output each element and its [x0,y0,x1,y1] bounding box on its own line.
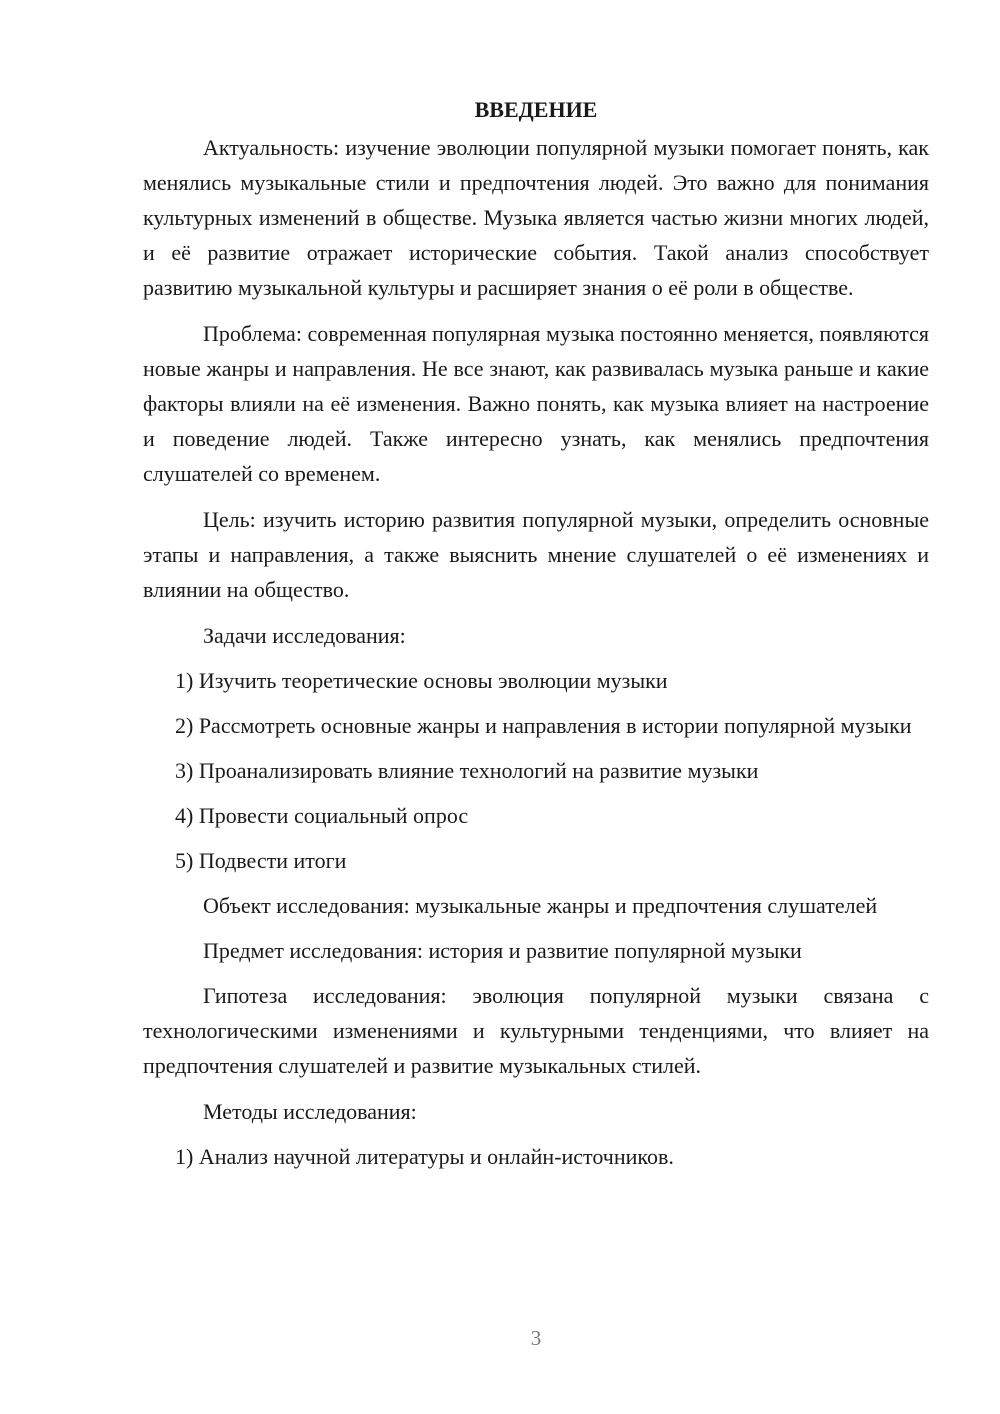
document-page [143,90,929,1174]
paragraph-subject: Предмет исследования: история и развитие популярной музыки [203,938,802,963]
paragraph-problem: Проблема: современная популярная музыка постоянно меняется, появляются новые жанры и направления. Не все знают, как развивалась музыка раньше и какие факторы влияли на её изменения. Важно понять, как музыка влияет на настроение и поведение людей. Также интересно узнать, как менялись предпочтения слушателей со временем. [143,321,929,486]
task-item-3: 3) Проанализировать влияние технологий на развитие музыки [175,758,759,783]
task-item-4: 4) Провести социальный опрос [175,803,469,828]
paragraph-goal: Цель: изучить историю развития популярной музыки, определить основные этапы и направления, а также выяснить мнение слушателей о её изменениях и влиянии на общество. [143,507,929,602]
page-number: 3 [530,1326,542,1350]
paragraph-hypothesis: Гипотеза исследования: эволюция популярной музыки связана с технологическими изменениями и культурными тенденциями, что влияет на предпочтения слушателей и развитие музыкальных стилей. [143,983,929,1078]
method-item-1: 1) Анализ научной литературы и онлайн-источников. [175,1144,674,1169]
page-title: ВВЕДЕНИЕ [474,97,598,122]
task-item-5: 5) Подвести итоги [175,848,347,873]
task-item-1: 1) Изучить теоретические основы эволюции музыки [175,668,668,693]
paragraph-object: Объект исследования: музыкальные жанры и предпочтения слушателей [203,893,878,918]
task-item-2: 2) Рассмотреть основные жанры и направления в истории популярной музыки [175,713,912,738]
methods-heading: Методы исследования: [203,1099,417,1124]
paragraph-relevance: Актуальность: изучение эволюции популярной музыки помогает понять, как менялись музыкальные стили и предпочтения людей. Это важно для понимания культурных изменений в обществе. Музыка является частью жизни многих людей, и её развитие отражает исторические события. Такой анализ способствует развитию музыкальной культуры и расширяет знания о её роли в обществе. [143,135,929,300]
tasks-heading: Задачи исследования: [203,623,406,648]
